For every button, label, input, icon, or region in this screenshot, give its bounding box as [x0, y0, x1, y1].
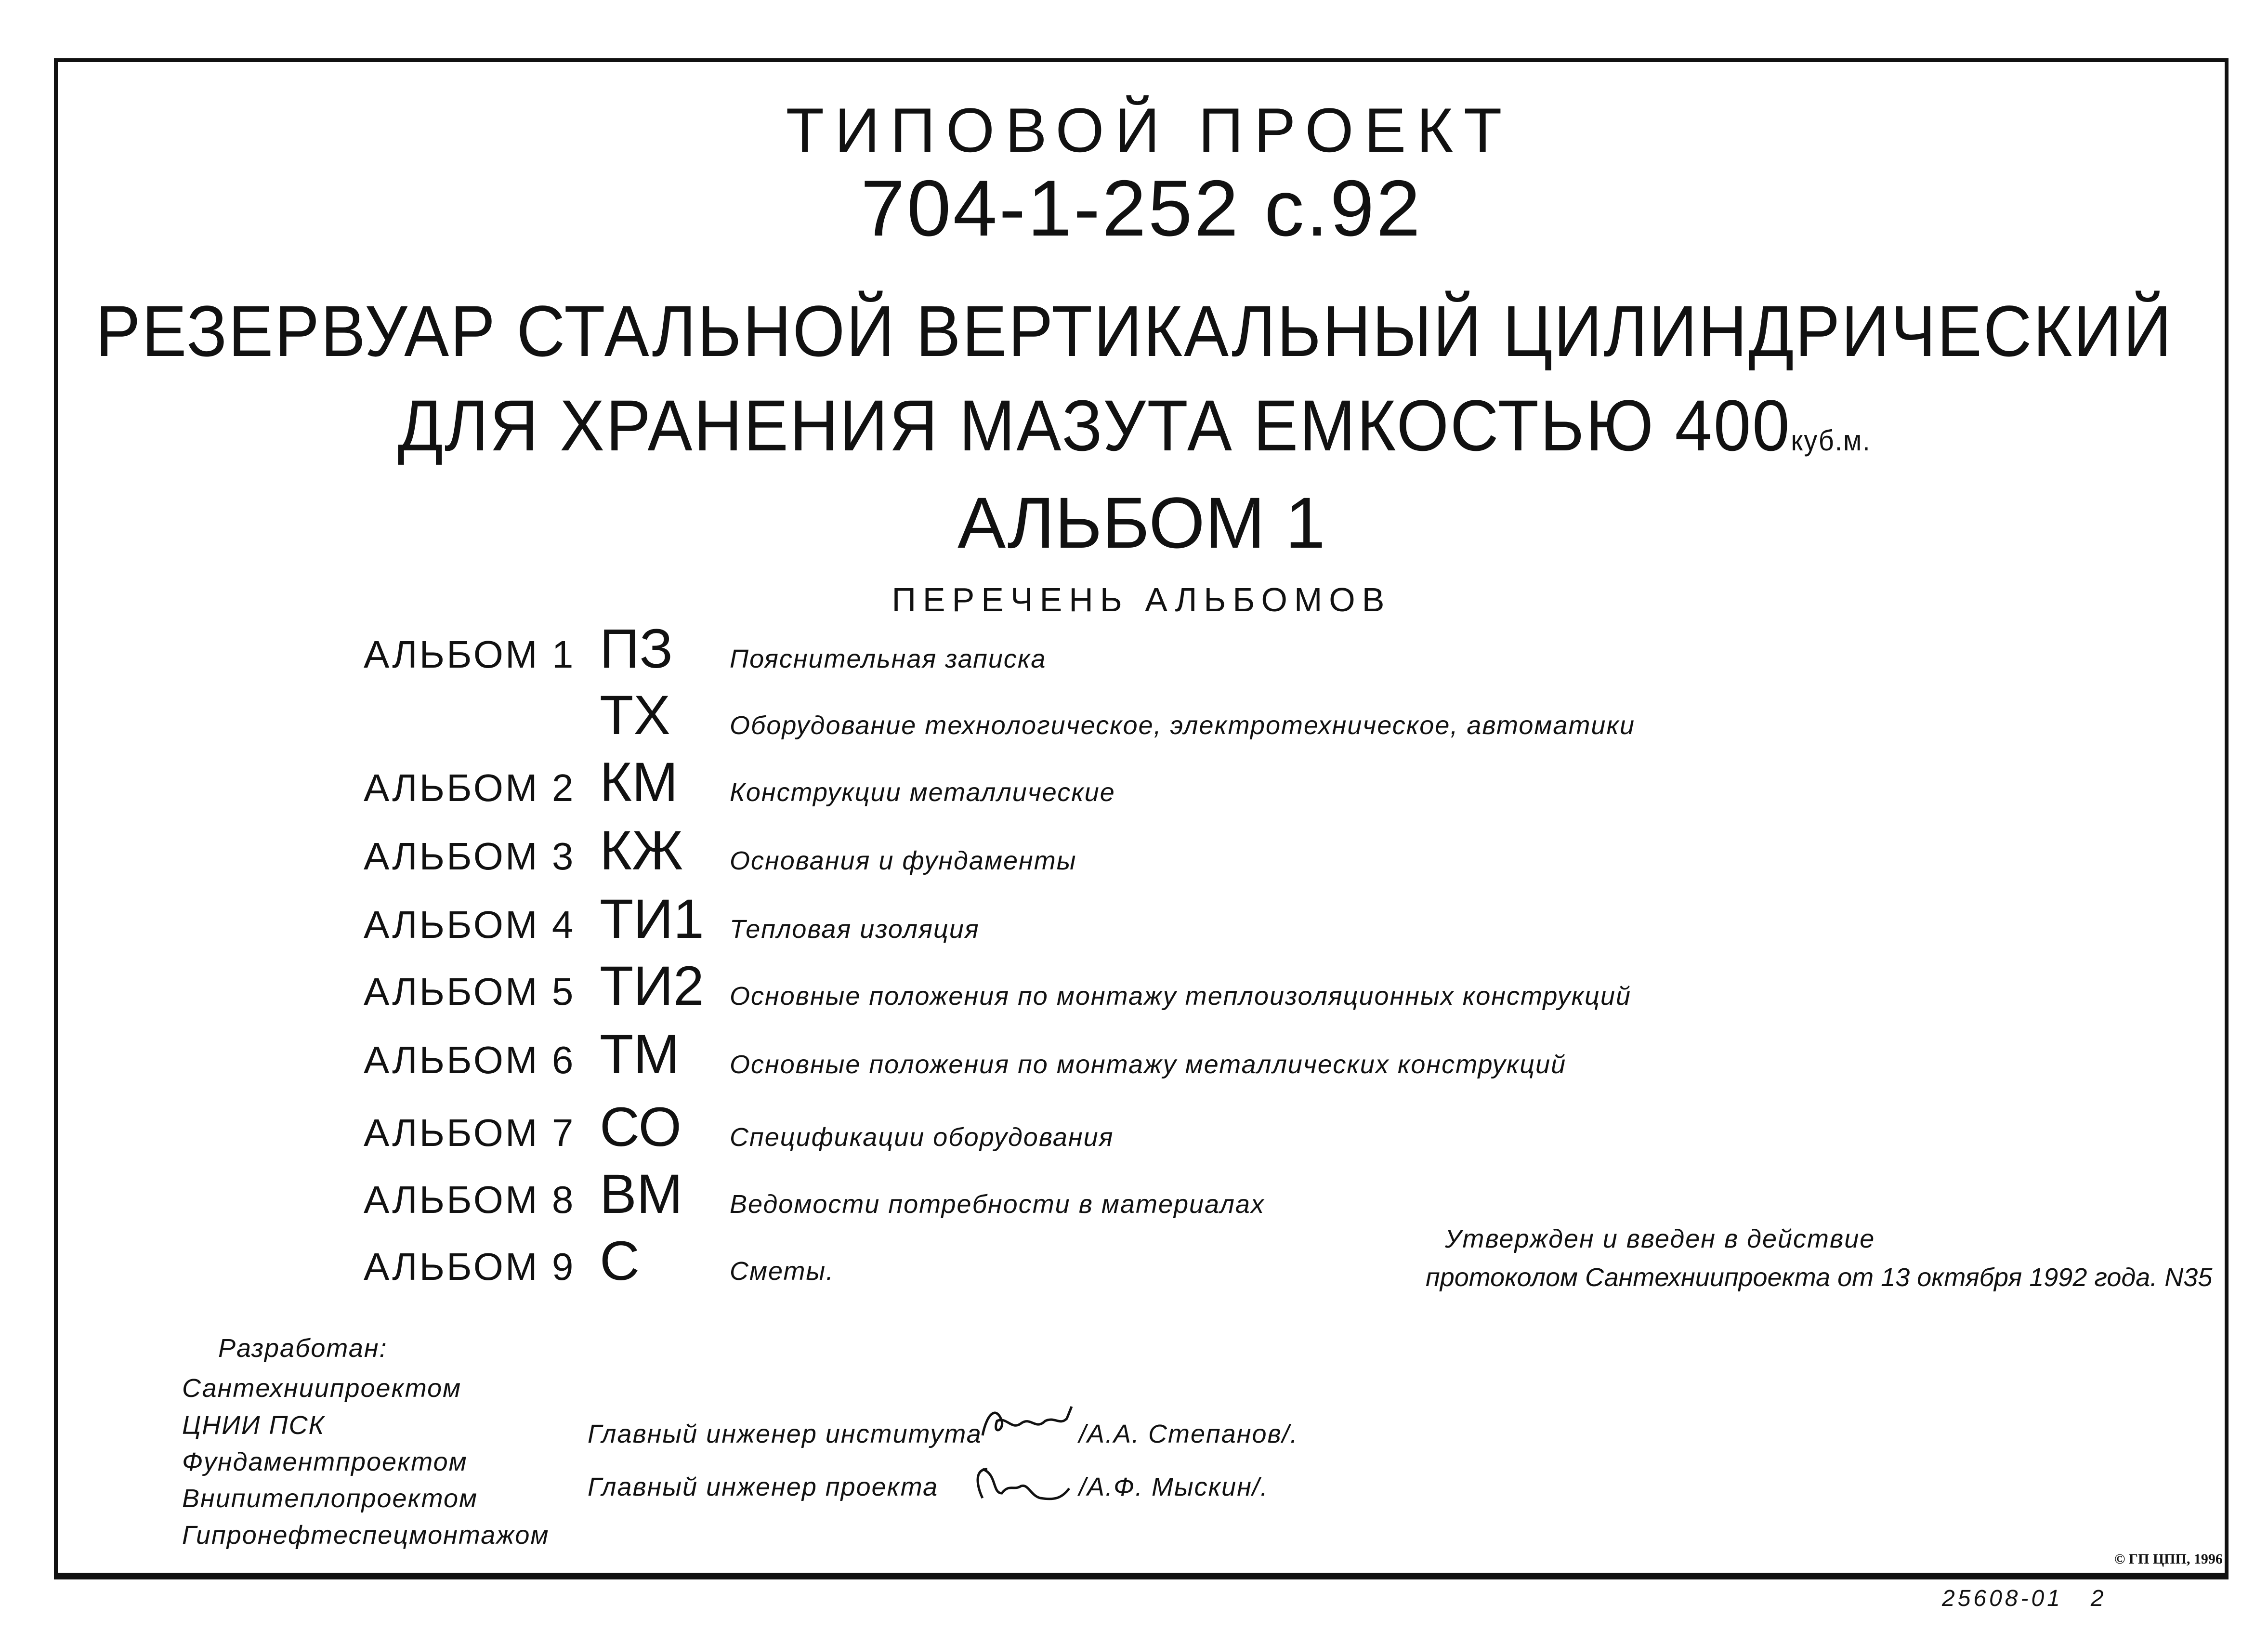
signature-role: Главный инженер института — [588, 1420, 982, 1448]
album-code: ТХ — [600, 684, 670, 746]
approval-line-1: Утвержден и введен в действие — [1445, 1224, 1875, 1253]
album-description: Тепловая изоляция — [730, 915, 980, 944]
album-label: АЛЬБОМ 7 — [364, 1111, 576, 1154]
album-description: Сметы. — [730, 1257, 835, 1286]
album-row — [364, 820, 1077, 881]
album-label: АЛЬБОМ 3 — [364, 835, 576, 878]
album-row — [364, 955, 1632, 1017]
signature-name: /А.Ф. Мыскин/. — [1079, 1473, 1269, 1501]
sheet-number: 25608-01 2 — [1942, 1586, 2107, 1611]
album-label: АЛЬБОМ 8 — [364, 1178, 576, 1221]
album-label: АЛЬБОМ 1 — [364, 633, 576, 676]
developer-org: Гипронефтеспецмонтажом — [182, 1521, 550, 1550]
album-description: Основания и фундаменты — [730, 846, 1077, 875]
album-code: ТМ — [600, 1024, 680, 1085]
album-code: КЖ — [600, 820, 683, 881]
album-label: АЛЬБОМ 5 — [364, 970, 576, 1013]
album-code: ТИ1 — [600, 888, 704, 950]
album-row — [364, 1163, 1265, 1225]
developer-org: Внипитеплопроектом — [182, 1484, 478, 1513]
album-code: СО — [600, 1096, 682, 1158]
album-row — [364, 888, 980, 950]
album-row — [364, 1096, 1114, 1158]
album-row — [364, 1024, 1567, 1085]
signature-name: /А.А. Степанов/. — [1079, 1420, 1298, 1448]
title-line-2 — [397, 385, 1871, 466]
album-description: Спецификации оборудования — [730, 1123, 1114, 1152]
album-row — [364, 684, 1635, 746]
signature-role: Главный инженер проекта — [588, 1473, 939, 1501]
album-description: Основные положения по монтажу металлических конструкций — [730, 1050, 1567, 1079]
album-description: Ведомости потребности в материалах — [730, 1190, 1265, 1219]
project-number: 704-1-252 с.92 — [861, 164, 1422, 252]
signature-myskin — [968, 1460, 1074, 1513]
album-description: Пояснительная записка — [730, 645, 1047, 673]
album-description: Оборудование технологическое, электротехническое, автоматики — [730, 711, 1635, 740]
title-unit: куб.м. — [1791, 424, 1871, 457]
album-code: ТИ2 — [600, 955, 704, 1017]
developer-org: Фундаментпроектом — [182, 1447, 468, 1476]
album-list-heading: ПЕРЕЧЕНЬ АЛЬБОМОВ — [891, 581, 1391, 618]
document-type: ТИПОВОЙ ПРОЕКТ — [786, 95, 1513, 165]
album-description: Основные положения по монтажу теплоизоляционных конструкций — [730, 982, 1632, 1011]
developer-org: ЦНИИ ПСК — [182, 1411, 325, 1440]
album-code: КМ — [600, 751, 678, 813]
album-row — [364, 618, 1047, 680]
album-code: ВМ — [600, 1163, 683, 1225]
album-row — [364, 751, 1115, 813]
album-label: АЛЬБОМ 4 — [364, 903, 576, 946]
album-label: АЛЬБОМ 9 — [364, 1245, 576, 1288]
album-row — [364, 1230, 835, 1292]
developers-heading: Разработан: — [218, 1334, 388, 1363]
title-line-2-text: ДЛЯ ХРАНЕНИЯ МАЗУТА ЕМКОСТЬЮ 400 — [397, 385, 1791, 466]
developer-org: Сантехниипроектом — [182, 1374, 462, 1403]
signature-stepanov — [978, 1397, 1074, 1450]
album-code: С — [600, 1230, 640, 1292]
title-line-1: РЕЗЕРВУАР СТАЛЬНОЙ ВЕРТИКАЛЬНЫЙ ЦИЛИНДРИЧЕСКИЙ — [95, 290, 2173, 371]
album-label: АЛЬБОМ 2 — [364, 766, 576, 809]
album-label: АЛЬБОМ 6 — [364, 1039, 576, 1081]
album-code: ПЗ — [600, 618, 673, 680]
album-description: Конструкции металлические — [730, 778, 1115, 807]
copyright: © ГП ЦПП, 1996 — [2114, 1551, 2223, 1567]
approval-line-2: протоколом Сантехниипроекта от 13 октября 1992 года. N35 — [1426, 1263, 2213, 1292]
album-title: АЛЬБОМ 1 — [957, 482, 1325, 563]
